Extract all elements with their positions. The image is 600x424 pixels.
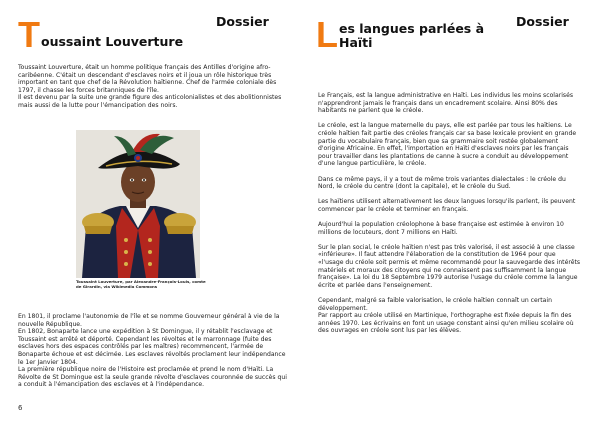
- right-body-text: [318, 92, 582, 343]
- right-title-initial: L: [316, 14, 338, 55]
- right-paragraph: Cependant, malgré sa faible valorisation, le créole haïtien connaît un certain développement. Par rapport au créole utilisé en Martinique, l'orthographe est fixée depuis la fin des années 1970. Les écrivains en font un usage constant ainsi qu'en milieu scolaire où des ouvrages en créole sont lus par les élèves.: [318, 297, 574, 335]
- right-paragraph: Le Français, est la langue administrative en Haïti. Les individus les moins scolarisés n'apprendront jamais le français dans un encadrement scolaire. Ainsi 80% des habitants ne parlent que le créole.: [318, 92, 574, 115]
- right-title-line2: Haïti: [339, 35, 373, 50]
- toussaint-portrait-illustration: [76, 130, 200, 278]
- right-paragraph: Sur le plan social, le créole haïtien n'est pas très valorisé, il est associé à une classe «inférieure». Il faut attendre l'élaboration de la constitution de 1964 pour que «l'usage du créole soit permis et même recommandé pour la sauvegarde des intérêts matériels et moraux des citoyens qui ne connaissent pas suffisamment la langue française». La loi du 18 Septembre 1979 autorise l'usage du créole comme la langue écrite et parlée dans l'enseignement.: [318, 243, 581, 289]
- left-intro-paragraph: Toussaint Louverture, était un homme politique français des Antilles d'origine afro-caribéenne. C'était un descendant d'esclaves noirs et il joua un rôle historique très important en tant que chef de la Révolution haïtienne. Chef de l'armée coloniale dès 1797, il chasse les forces britanniques de l'île. Il est devenu par la suite une grande figure des anticolonialistes et des abolitionnistes mais aussi de la lutte pour l'émancipation des noirs.: [18, 64, 282, 109]
- left-dossier-label: Dossier: [216, 14, 269, 29]
- left-intro-text: [18, 64, 286, 117]
- left-title-initial: T: [18, 14, 40, 55]
- right-title-text: [339, 22, 484, 50]
- left-page-number: 6: [18, 404, 23, 412]
- right-title: [316, 14, 485, 55]
- left-bottom-text: [18, 313, 288, 397]
- right-paragraph: Aujourd'hui la population créolophone à base française est estimée à environ 10 millions de locuteurs, dont 7 millions en Haïti.: [318, 221, 564, 236]
- left-title-text: oussaint Louverture: [41, 34, 184, 49]
- right-paragraph: Le créole, est la langue maternelle du pays, elle est parlée par tous les haïtiens. Le créole haïtien fait partie des créoles français car sa base lexicale provient en grande partie du vocabulaire français, bien que sa grammaire soit restée globalement d'origine Africaine. En effet, l'importation en Haïti d'esclaves noirs par les français pour travailler dans les plantations de canne à sucre a conduit au développement d'une langue particulière, le créole.: [318, 122, 577, 168]
- right-title-line1: es langues parlées à: [339, 21, 485, 36]
- right-paragraph: Les haïtiens utilisent alternativement les deux langues lorsqu'ils parlent, ils peuvent commencer par le créole et terminer en français.: [318, 198, 576, 213]
- left-title: [18, 14, 184, 55]
- portrait-image: [76, 130, 200, 278]
- portrait-caption: Toussaint Louverture, par Alexandre-François-Louis, comte de Girardin, via Wikimedia Commons: [76, 279, 206, 289]
- right-paragraph: Dans ce même pays, il y a tout de même trois variantes dialectales : le créole du Nord, le créole du centre (dont la capitale), et le créole du Sud.: [318, 175, 566, 191]
- right-dossier-label: Dossier: [516, 14, 569, 29]
- left-bottom-paragraph: En 1801, il proclame l'autonomie de l'île et se nomme Gouverneur général à vie de la nouvelle République. En 1802, Bonaparte lance une expédition à St Domingue, il y rétablit l'esclavage et Toussaint est arrêté et déporté. Cependant les révoltes et le marronnage (fuite des esclaves hors des espaces contrôlés par les maîtres) recommencent, l'armée de Bonaparte échoue et est décimée. Les esclaves révoltés proclament leur indépendance le 1er Janvier 1804. La première république noire de l'Histoire est proclamée et prend le nom d'Haïti. La Révolte de St Domingue est la seule grande révolte d'esclaves couronnée de succès qui a conduit à l'émancipation des esclaves et à l'indépendance.: [18, 313, 287, 389]
